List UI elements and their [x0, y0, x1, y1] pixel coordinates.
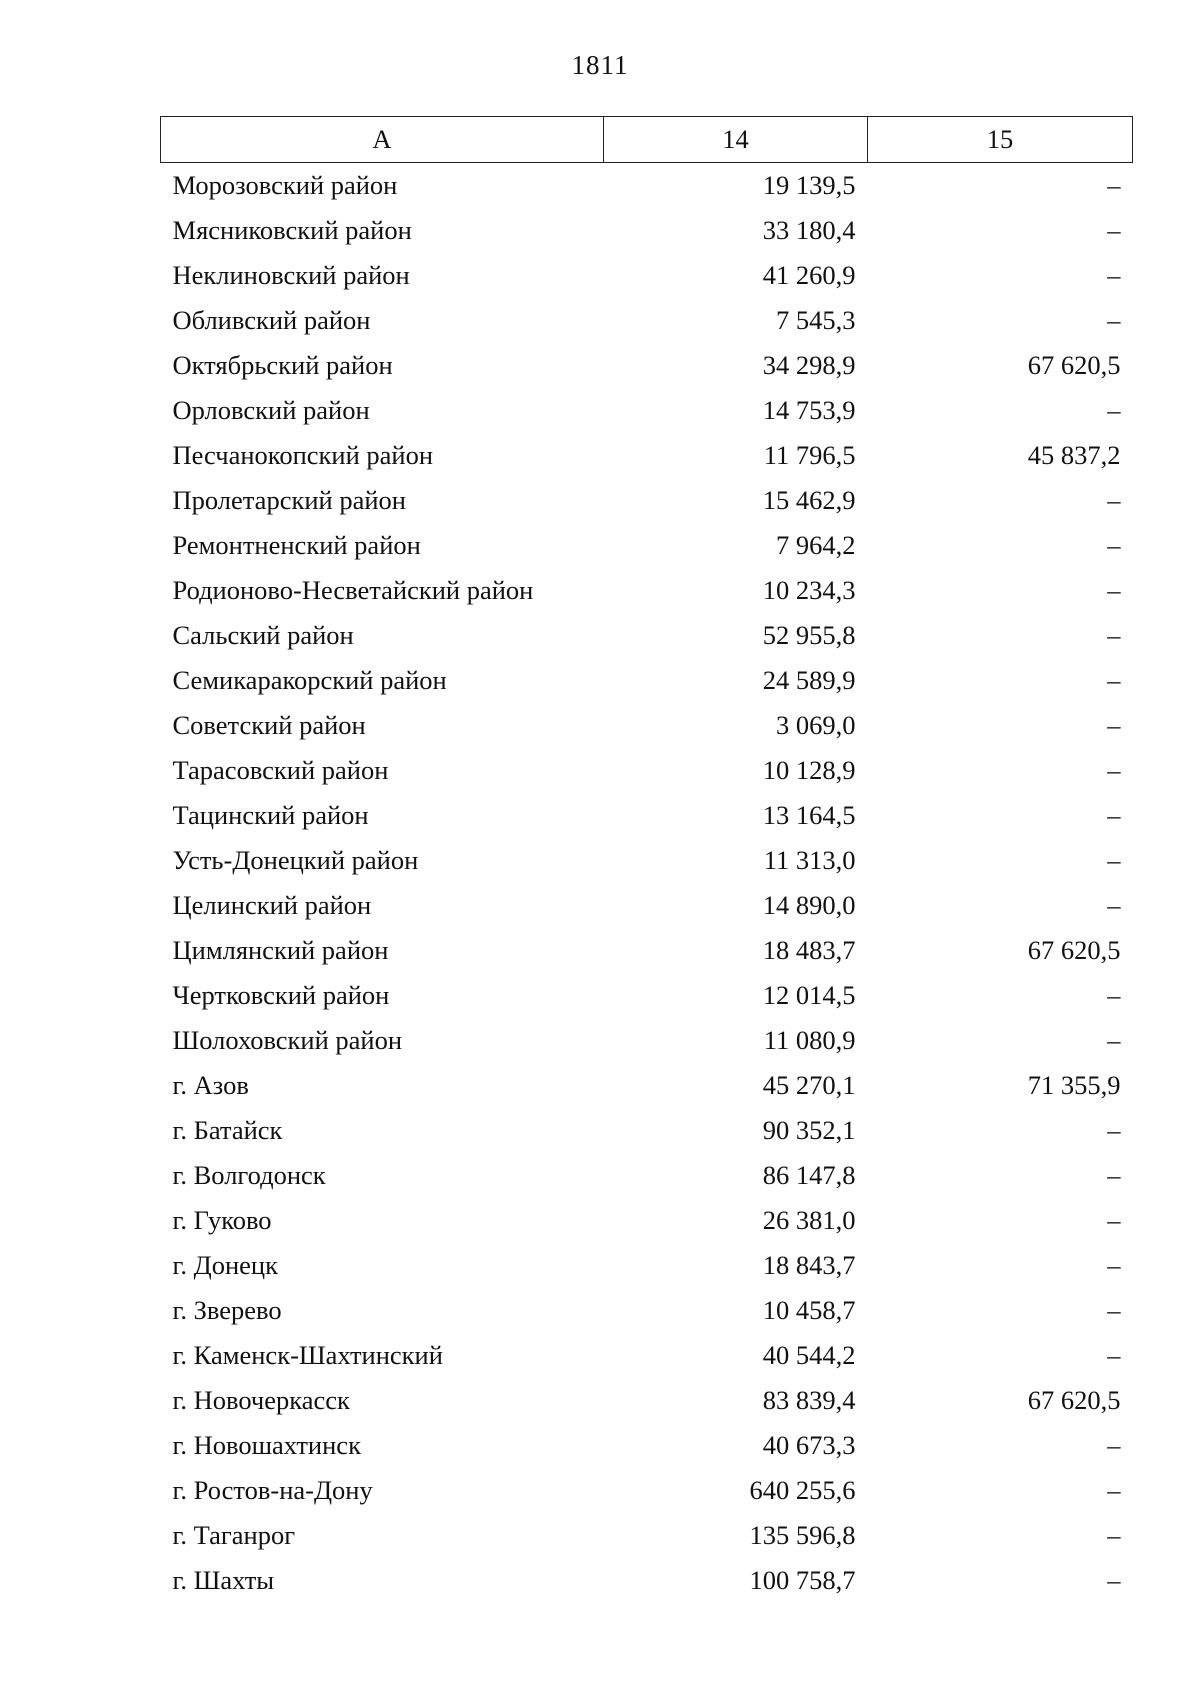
row-value-14-cell: 10 128,9: [762, 755, 856, 785]
row-name-cell: Тацинский район: [172, 800, 369, 830]
header-row: [161, 117, 1133, 163]
row-name-cell: Советский район: [172, 710, 366, 740]
row-value-14-cell: 14 890,0: [762, 890, 856, 920]
row-value-15-cell: –: [1107, 1295, 1121, 1325]
table-row: [161, 478, 1133, 523]
row-name-cell: г. Каменск-Шахтинский: [172, 1340, 443, 1370]
row-name-cell: г. Батайск: [172, 1115, 283, 1145]
row-name-cell: Тарасовский район: [172, 755, 389, 785]
table-row: [161, 298, 1133, 343]
row-value-15-cell: –: [1107, 1025, 1121, 1055]
table-row: [161, 1513, 1133, 1558]
row-value-15-cell: 67 620,5: [1027, 1385, 1121, 1415]
row-value-14-cell: 40 673,3: [762, 1430, 856, 1460]
header-cell-15: 15: [868, 117, 1133, 163]
table-row: [161, 343, 1133, 388]
table-row: [161, 1153, 1133, 1198]
row-name-cell: Чертковский район: [172, 980, 390, 1010]
row-value-14-cell: 24 589,9: [762, 665, 856, 695]
row-name-cell: г. Волгодонск: [172, 1160, 326, 1190]
row-value-14-cell: 7 964,2: [776, 530, 856, 560]
row-name-cell: г. Шахты: [172, 1565, 275, 1595]
row-value-15-cell: –: [1107, 1430, 1121, 1460]
row-value-15-cell: –: [1107, 710, 1121, 740]
row-value-14-cell: 18 483,7: [762, 935, 856, 965]
table-row: [161, 1423, 1133, 1468]
row-value-15-cell: –: [1107, 1475, 1121, 1505]
row-name-cell: г. Новочеркасск: [172, 1385, 350, 1415]
row-value-14-cell: 86 147,8: [762, 1160, 856, 1190]
table-row: [161, 1243, 1133, 1288]
row-value-15-cell: –: [1107, 1340, 1121, 1370]
table-row: [161, 1198, 1133, 1243]
row-value-15-cell: –: [1107, 1565, 1121, 1595]
row-value-14-cell: 14 753,9: [762, 395, 856, 425]
row-name-cell: г. Таганрог: [172, 1520, 296, 1550]
row-name-cell: г. Донецк: [172, 1250, 278, 1280]
row-value-14-cell: 12 014,5: [762, 980, 856, 1010]
row-name-cell: Пролетарский район: [172, 485, 406, 515]
table-row: [161, 1108, 1133, 1153]
row-value-15-cell: –: [1107, 1115, 1121, 1145]
row-value-15-cell: –: [1107, 755, 1121, 785]
row-value-15-cell: –: [1107, 845, 1121, 875]
header-cell-a: А: [161, 117, 604, 163]
row-name-cell: Целинский район: [172, 890, 372, 920]
row-name-cell: г. Гуково: [172, 1205, 272, 1235]
row-value-15-cell: 67 620,5: [1027, 935, 1121, 965]
table-row: [161, 748, 1133, 793]
row-value-15-cell: –: [1107, 260, 1121, 290]
row-value-15-cell: –: [1107, 1250, 1121, 1280]
table-row: [161, 613, 1133, 658]
row-value-15-cell: –: [1107, 575, 1121, 605]
row-value-15-cell: –: [1107, 1520, 1121, 1550]
table-row: [161, 883, 1133, 928]
row-value-14-cell: 26 381,0: [762, 1205, 856, 1235]
row-value-15-cell: 45 837,2: [1027, 440, 1121, 470]
row-name-cell: Ремонтненский район: [172, 530, 421, 560]
table-row: [161, 1468, 1133, 1513]
row-value-14-cell: 45 270,1: [762, 1070, 856, 1100]
row-value-15-cell: –: [1107, 215, 1121, 245]
row-name-cell: г. Ростов-на-Дону: [172, 1475, 373, 1505]
row-name-cell: Морозовский район: [172, 170, 398, 200]
table-row: [161, 1333, 1133, 1378]
row-value-14-cell: 640 255,6: [749, 1475, 856, 1505]
table-row: [161, 703, 1133, 748]
row-value-14-cell: 15 462,9: [762, 485, 856, 515]
table-row: [161, 388, 1133, 433]
row-value-14-cell: 52 955,8: [762, 620, 856, 650]
row-value-15-cell: –: [1107, 170, 1121, 200]
row-value-14-cell: 18 843,7: [762, 1250, 856, 1280]
row-value-15-cell: 67 620,5: [1027, 350, 1121, 380]
row-name-cell: Обливский район: [172, 305, 371, 335]
table-row: [161, 838, 1133, 883]
row-name-cell: Мясниковский район: [172, 215, 412, 245]
row-name-cell: Неклиновский район: [172, 260, 410, 290]
row-value-15-cell: –: [1107, 620, 1121, 650]
row-value-14-cell: 135 596,8: [749, 1520, 856, 1550]
row-value-15-cell: –: [1107, 1160, 1121, 1190]
table-row: [161, 1558, 1133, 1603]
row-value-14-cell: 13 164,5: [762, 800, 856, 830]
row-value-14-cell: 40 544,2: [762, 1340, 856, 1370]
table-row: [161, 1063, 1133, 1108]
table-row: [161, 253, 1133, 298]
row-value-15-cell: –: [1107, 980, 1121, 1010]
row-name-cell: Песчанокопский район: [172, 440, 434, 470]
table-row: [161, 433, 1133, 478]
row-name-cell: Шолоховский район: [172, 1025, 403, 1055]
table-row: [161, 208, 1133, 253]
table-row: [161, 568, 1133, 613]
row-value-15-cell: –: [1107, 800, 1121, 830]
header-cell-14: 14: [604, 117, 868, 163]
row-value-14-cell: 33 180,4: [762, 215, 856, 245]
row-value-14-cell: 83 839,4: [762, 1385, 856, 1415]
table-row: [161, 523, 1133, 568]
row-value-14-cell: 90 352,1: [762, 1115, 856, 1145]
row-value-15-cell: –: [1107, 530, 1121, 560]
table-row: [161, 1288, 1133, 1333]
table-row: [161, 163, 1133, 209]
row-value-14-cell: 34 298,9: [762, 350, 856, 380]
table-body: [161, 163, 1133, 1604]
row-name-cell: Цимлянский район: [172, 935, 389, 965]
row-value-14-cell: 41 260,9: [762, 260, 856, 290]
row-name-cell: Семикаракорский район: [172, 665, 447, 695]
row-name-cell: г. Азов: [172, 1070, 249, 1100]
row-value-15-cell: –: [1107, 395, 1121, 425]
row-value-15-cell: –: [1107, 665, 1121, 695]
table-row: [161, 793, 1133, 838]
row-value-15-cell: –: [1107, 305, 1121, 335]
row-value-14-cell: 100 758,7: [749, 1565, 856, 1595]
row-name-cell: г. Зверево: [172, 1295, 282, 1325]
row-name-cell: Усть-Донецкий район: [172, 845, 419, 875]
page-number: 1811: [571, 50, 629, 80]
table-row: [161, 973, 1133, 1018]
row-value-14-cell: 11 080,9: [763, 1025, 856, 1055]
row-value-15-cell: 71 355,9: [1027, 1070, 1121, 1100]
row-value-14-cell: 3 069,0: [776, 710, 856, 740]
table-row: [161, 928, 1133, 973]
row-name-cell: Октябрьский район: [172, 350, 393, 380]
row-name-cell: Родионово-Несветайский район: [172, 575, 534, 605]
row-value-14-cell: 11 796,5: [763, 440, 856, 470]
row-value-14-cell: 19 139,5: [762, 170, 856, 200]
data-table: [160, 116, 1133, 1603]
row-value-14-cell: 7 545,3: [776, 305, 856, 335]
row-name-cell: Сальский район: [172, 620, 354, 650]
row-name-cell: Орловский район: [172, 395, 370, 425]
table-row: [161, 1018, 1133, 1063]
row-value-15-cell: –: [1107, 890, 1121, 920]
row-value-15-cell: –: [1107, 485, 1121, 515]
row-value-15-cell: –: [1107, 1205, 1121, 1235]
row-name-cell: г. Новошахтинск: [172, 1430, 361, 1460]
table-header: [161, 117, 1133, 163]
table-row: [161, 1378, 1133, 1423]
row-value-14-cell: 10 234,3: [762, 575, 856, 605]
table-row: [161, 658, 1133, 703]
row-value-14-cell: 11 313,0: [763, 845, 856, 875]
row-value-14-cell: 10 458,7: [762, 1295, 856, 1325]
